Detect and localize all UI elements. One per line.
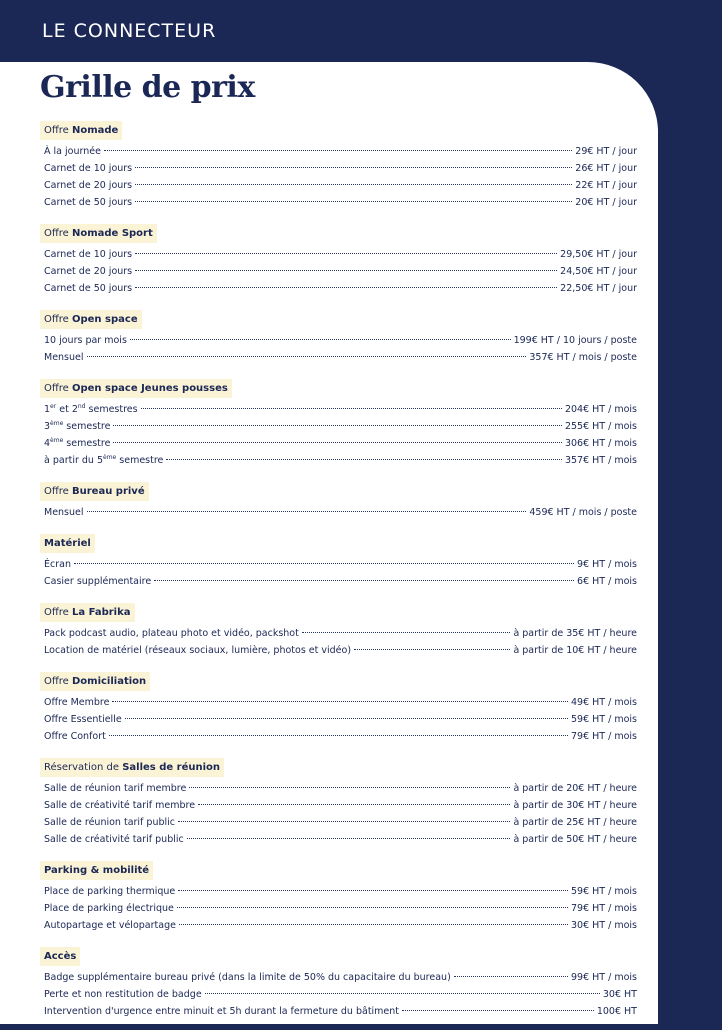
price-row — [40, 143, 637, 160]
price-label: Carnet de 10 jours — [44, 249, 133, 260]
price-row — [40, 280, 637, 297]
section-heading — [40, 672, 150, 691]
dotted-leader — [187, 838, 511, 839]
price-label: 3ème semestre — [44, 419, 111, 432]
price-value: 20€ HT / jour — [575, 197, 637, 208]
price-row — [40, 780, 637, 797]
section-heading-name: Accès — [44, 951, 77, 962]
price-value: 357€ HT / mois — [564, 455, 637, 466]
price-value: 255€ HT / mois — [564, 421, 637, 432]
section-heading — [40, 121, 122, 140]
price-value: 26€ HT / jour — [575, 163, 637, 174]
price-value: 79€ HT / mois — [571, 903, 637, 914]
header-bar — [0, 0, 722, 62]
dotted-leader — [130, 339, 511, 340]
section-heading-prefix: Offre — [44, 486, 72, 497]
price-value: 24,50€ HT / jour — [560, 266, 637, 277]
price-value: 100€ HT — [596, 1006, 637, 1017]
price-value: 199€ HT / 10 jours / poste — [513, 335, 637, 346]
price-section — [40, 479, 637, 521]
section-heading-name: Open space — [71, 314, 138, 325]
price-row — [40, 504, 637, 521]
section-heading-prefix: Réservation de — [44, 762, 123, 773]
page-title: Grille de prix — [40, 70, 255, 105]
price-label: 10 jours par mois — [44, 335, 127, 346]
section-heading — [40, 482, 149, 501]
dotted-leader — [135, 270, 557, 271]
price-value: 79€ HT / mois — [571, 731, 637, 742]
price-row — [40, 694, 637, 711]
price-section — [40, 944, 637, 1020]
section-heading — [40, 603, 135, 622]
price-label: 4ème semestre — [44, 436, 111, 449]
price-row — [40, 573, 637, 590]
section-heading-name: Domiciliation — [71, 676, 147, 687]
price-value: 59€ HT / mois — [571, 714, 637, 725]
price-value: 49€ HT / mois — [571, 697, 637, 708]
brand-logo: LE CONNECTEUR — [42, 20, 217, 42]
price-row — [40, 177, 637, 194]
price-label: Place de parking thermique — [44, 886, 176, 897]
price-value: à partir de 35€ HT / heure — [513, 628, 637, 639]
price-label: Salle de créativité tarif public — [44, 834, 184, 845]
price-section — [40, 755, 637, 848]
dotted-leader — [109, 735, 568, 736]
price-label: Casier supplémentaire — [44, 576, 152, 587]
dotted-leader — [87, 511, 527, 512]
dotted-leader — [135, 253, 557, 254]
price-label: Autopartage et vélopartage — [44, 920, 176, 931]
price-row — [40, 711, 637, 728]
price-value: 59€ HT / mois — [571, 886, 637, 897]
price-label: à partir du 5ème semestre — [44, 453, 164, 466]
price-value: à partir de 20€ HT / heure — [513, 783, 637, 794]
price-label: Badge supplémentaire bureau privé (dans la limite de 50% du capacitaire du bureau) — [44, 972, 451, 983]
price-section — [40, 600, 637, 659]
section-heading — [40, 534, 95, 553]
dotted-leader — [198, 804, 510, 805]
section-heading-name: Nomade — [71, 125, 119, 136]
price-label: Offre Essentielle — [44, 714, 122, 725]
section-heading — [40, 310, 142, 329]
price-label: Carnet de 20 jours — [44, 266, 133, 277]
price-label: Salle de réunion tarif membre — [44, 783, 187, 794]
price-row — [40, 986, 637, 1003]
price-row — [40, 814, 637, 831]
section-heading-prefix: Offre — [44, 607, 72, 618]
dotted-leader — [141, 408, 562, 409]
dotted-leader — [135, 184, 572, 185]
price-row — [40, 435, 637, 452]
dotted-leader — [205, 993, 600, 994]
price-label: Location de matériel (réseaux sociaux, lumière, photos et vidéo) — [44, 645, 352, 656]
price-label: Mensuel — [44, 507, 84, 518]
dotted-leader — [135, 287, 557, 288]
price-value: à partir de 30€ HT / heure — [513, 800, 637, 811]
section-heading-prefix: Offre — [44, 228, 72, 239]
dotted-leader — [354, 649, 510, 650]
price-label: Carnet de 50 jours — [44, 197, 133, 208]
price-label: Mensuel — [44, 352, 84, 363]
price-row — [40, 246, 637, 263]
section-heading-prefix: Offre — [44, 383, 72, 394]
price-value: 99€ HT / mois — [571, 972, 637, 983]
dotted-leader — [135, 201, 572, 202]
price-value: 357€ HT / mois / poste — [529, 352, 637, 363]
price-row — [40, 1003, 637, 1020]
dotted-leader — [125, 718, 568, 719]
price-label: Carnet de 50 jours — [44, 283, 133, 294]
section-heading-prefix: Offre — [44, 125, 72, 136]
section-heading-name: Bureau privé — [71, 486, 145, 497]
price-row — [40, 418, 637, 435]
price-row — [40, 917, 637, 934]
section-heading — [40, 758, 224, 777]
price-row — [40, 728, 637, 745]
section-heading — [40, 379, 232, 398]
price-value: 9€ HT / mois — [577, 559, 637, 570]
section-heading — [40, 947, 80, 966]
price-row — [40, 900, 637, 917]
section-heading — [40, 224, 157, 243]
dotted-leader — [113, 442, 562, 443]
dotted-leader — [402, 1010, 594, 1011]
price-value: à partir de 25€ HT / heure — [513, 817, 637, 828]
price-value: à partir de 10€ HT / heure — [513, 645, 637, 656]
price-label: Pack podcast audio, plateau photo et vidéo, packshot — [44, 628, 299, 639]
price-value: 29,50€ HT / jour — [560, 249, 637, 260]
price-label: Carnet de 10 jours — [44, 163, 133, 174]
price-label: Écran — [44, 559, 71, 570]
section-heading-prefix: Offre — [44, 314, 72, 325]
price-row — [40, 625, 637, 642]
price-value: 22€ HT / jour — [575, 180, 637, 191]
price-section — [40, 858, 637, 934]
price-value: 6€ HT / mois — [577, 576, 637, 587]
price-row — [40, 556, 637, 573]
price-section — [40, 669, 637, 745]
price-row — [40, 349, 637, 366]
dotted-leader — [135, 167, 572, 168]
price-label: Perte et non restitution de badge — [44, 989, 202, 1000]
section-heading-name: Parking & mobilité — [44, 865, 150, 876]
price-section — [40, 307, 637, 366]
price-section — [40, 376, 637, 469]
price-row — [40, 642, 637, 659]
dotted-leader — [154, 580, 574, 581]
price-value: 306€ HT / mois — [564, 438, 637, 449]
section-heading-name: Matériel — [44, 538, 91, 549]
dotted-leader — [177, 907, 568, 908]
price-value: 30€ HT — [602, 989, 637, 1000]
price-section — [40, 118, 637, 211]
section-heading-name: La Fabrika — [71, 607, 131, 618]
dotted-leader — [113, 425, 562, 426]
price-label: Salle de créativité tarif membre — [44, 800, 196, 811]
price-value: à partir de 50€ HT / heure — [513, 834, 637, 845]
dotted-leader — [166, 459, 562, 460]
price-list — [40, 118, 637, 1030]
price-row — [40, 831, 637, 848]
section-heading-name: Open space Jeunes pousses — [71, 383, 228, 394]
price-label: À la journée — [44, 146, 101, 157]
price-row — [40, 452, 637, 469]
price-label: Offre Confort — [44, 731, 106, 742]
dotted-leader — [454, 976, 568, 977]
section-heading-prefix: Offre — [44, 676, 72, 687]
price-label: Carnet de 20 jours — [44, 180, 133, 191]
price-value: 459€ HT / mois / poste — [529, 507, 637, 518]
dotted-leader — [302, 632, 511, 633]
price-row — [40, 160, 637, 177]
price-label: Salle de réunion tarif public — [44, 817, 176, 828]
price-value: 204€ HT / mois — [564, 404, 637, 415]
dotted-leader — [179, 924, 568, 925]
price-value: 29€ HT / jour — [575, 146, 637, 157]
price-row — [40, 332, 637, 349]
dotted-leader — [112, 701, 568, 702]
price-row — [40, 969, 637, 986]
price-label: Offre Membre — [44, 697, 110, 708]
price-row — [40, 883, 637, 900]
price-section — [40, 221, 637, 297]
dotted-leader — [87, 356, 527, 357]
dotted-leader — [178, 890, 568, 891]
price-label: 1er et 2nd semestres — [44, 402, 138, 415]
price-value: 30€ HT / mois — [571, 920, 637, 931]
section-heading-name: Nomade Sport — [71, 228, 153, 239]
dotted-leader — [178, 821, 510, 822]
price-row — [40, 797, 637, 814]
section-heading — [40, 861, 153, 880]
price-row — [40, 194, 637, 211]
price-row — [40, 401, 637, 418]
price-label: Intervention d'urgence entre minuit et 5h durant la fermeture du bâtiment — [44, 1006, 400, 1017]
dotted-leader — [104, 150, 572, 151]
price-value: 22,50€ HT / jour — [560, 283, 637, 294]
price-section — [40, 531, 637, 590]
dotted-leader — [189, 787, 510, 788]
dotted-leader — [74, 563, 574, 564]
section-heading-name: Salles de réunion — [122, 762, 220, 773]
price-label: Place de parking électrique — [44, 903, 174, 914]
price-row — [40, 263, 637, 280]
